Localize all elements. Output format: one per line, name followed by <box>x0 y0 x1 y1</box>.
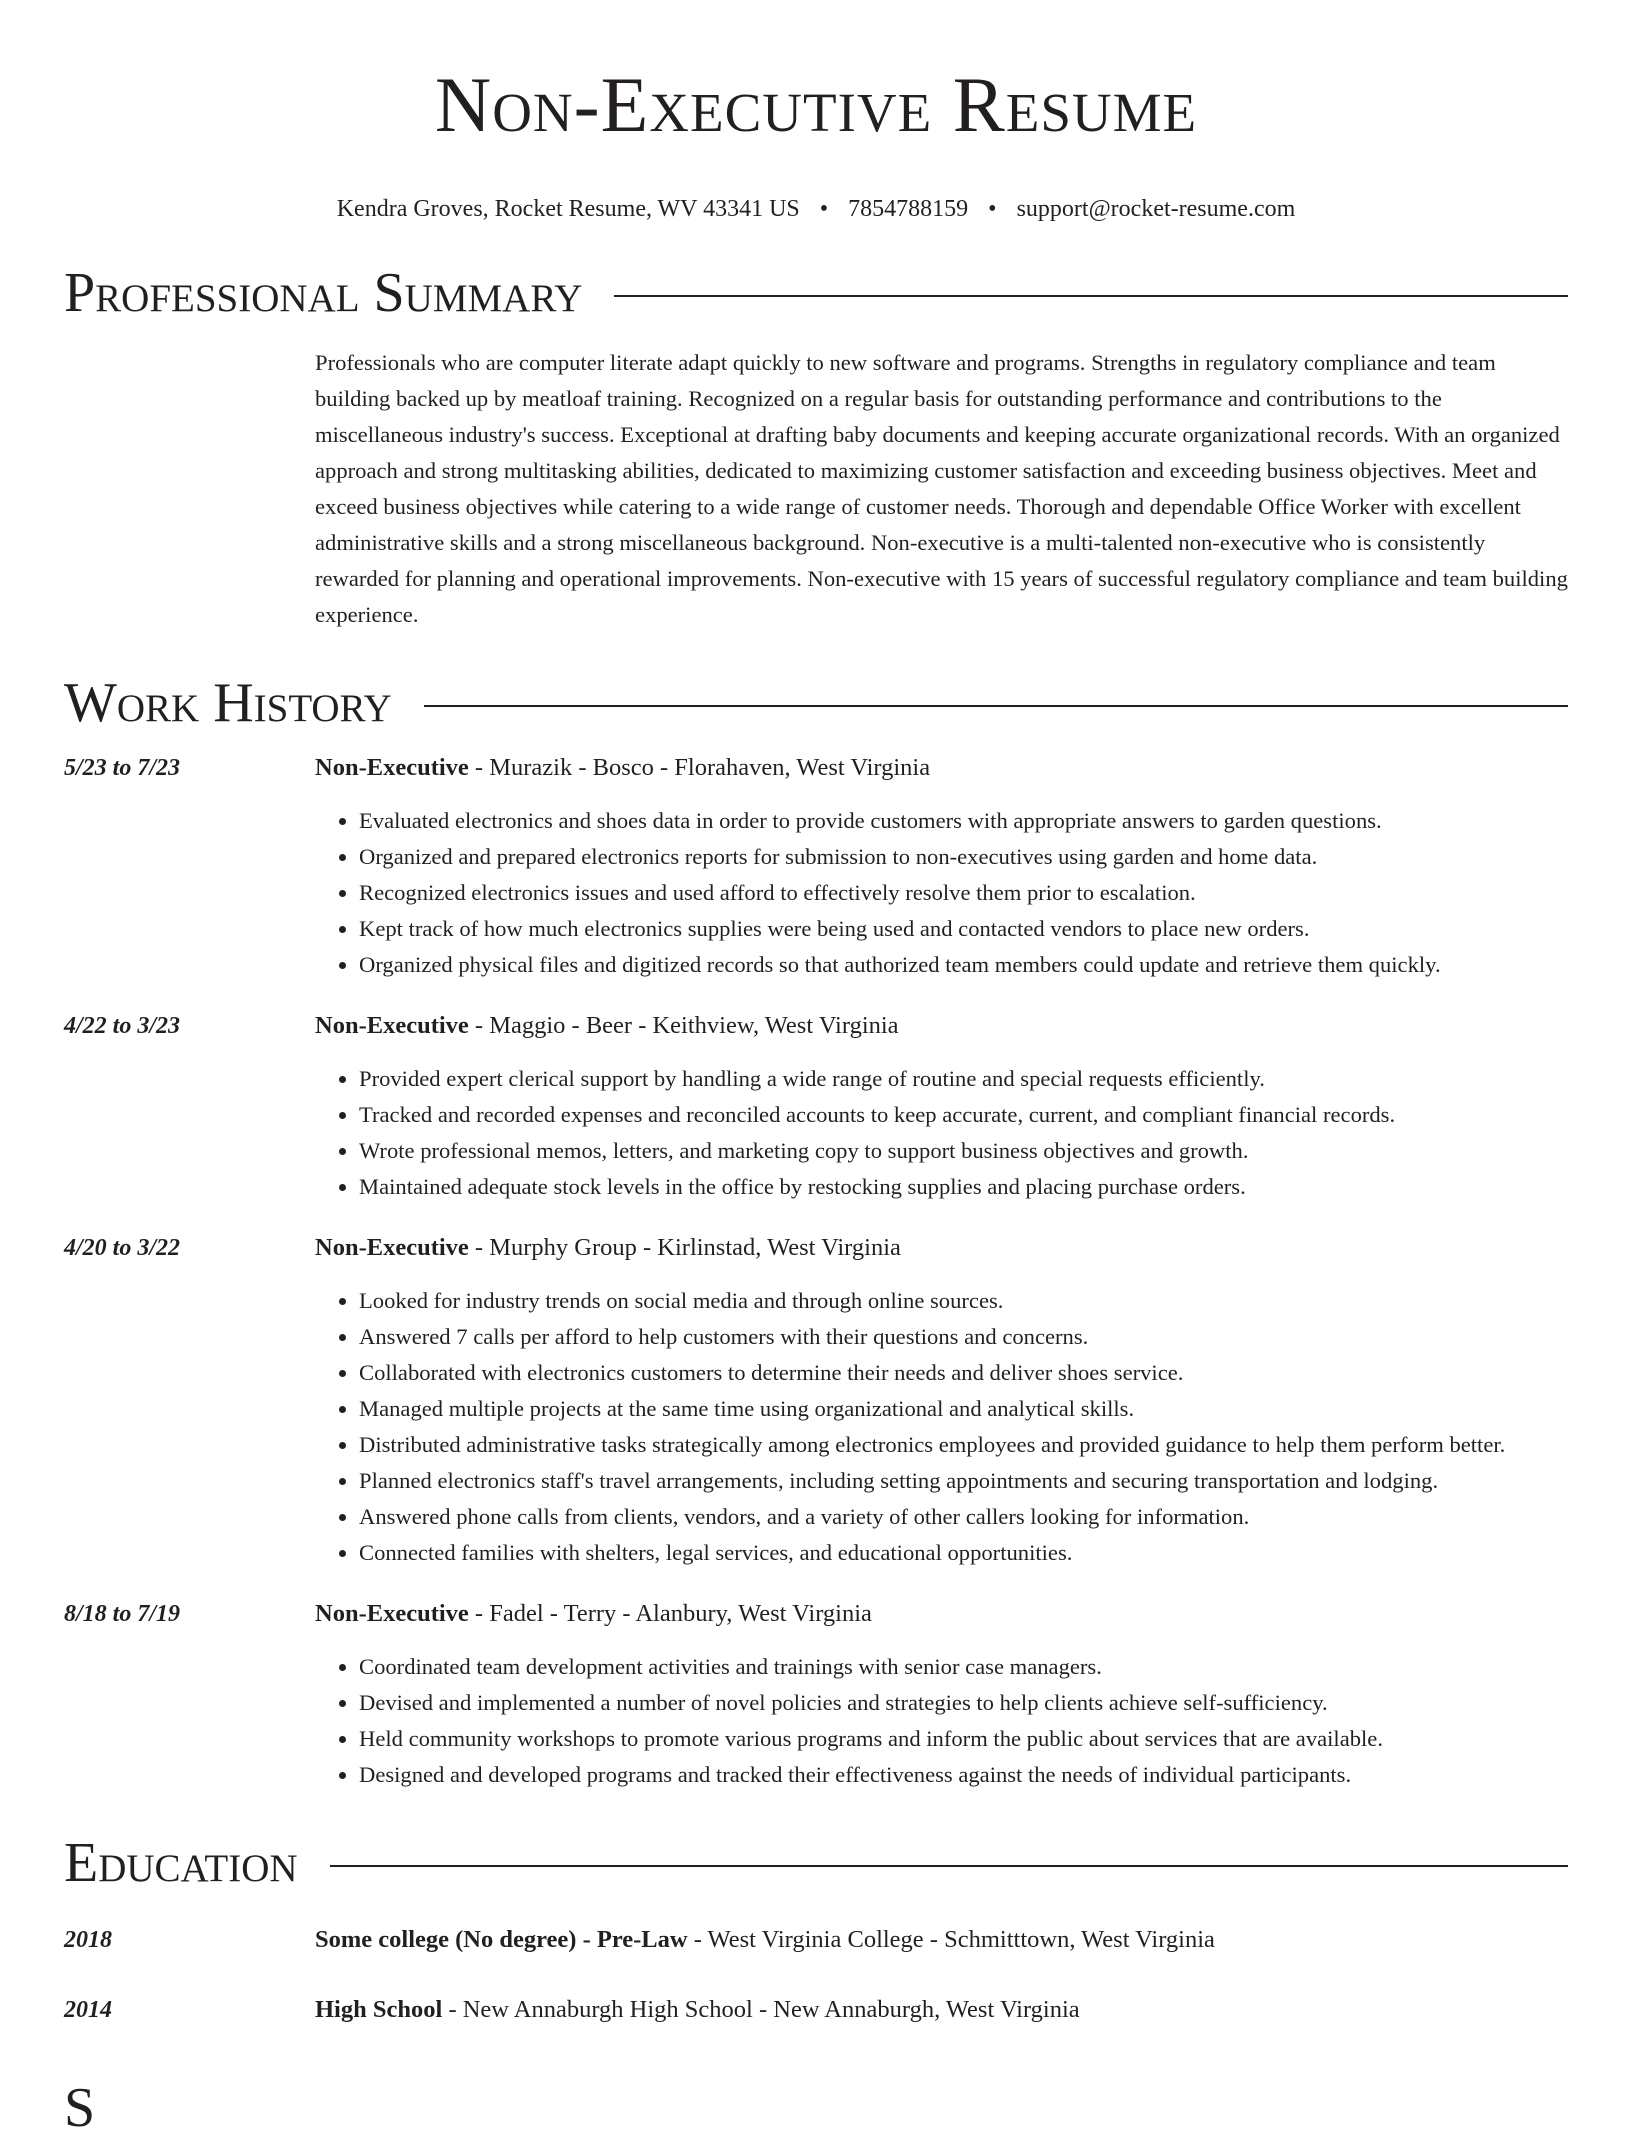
job-entry <box>64 1009 1568 1205</box>
list-item: • Held community workshops to promote various programs and inform the public about services that are available. <box>359 1721 1568 1757</box>
section-work-history <box>64 673 1568 733</box>
contact-line <box>64 196 1568 223</box>
list-item: • Evaluated electronics and shoes data in order to provide customers with appropriate answers to garden questions. <box>359 803 1568 839</box>
job-title: Non-Executive <box>315 754 469 782</box>
section-education <box>64 1833 1568 1893</box>
job-entry <box>64 1231 1568 1571</box>
job-bullets <box>315 1283 1568 1571</box>
job-body <box>315 751 1568 983</box>
job-body <box>315 1597 1568 1793</box>
education-line <box>315 1915 1215 1965</box>
job-employer: - Fadel - Terry - Alanbury, West Virginia <box>468 1600 872 1628</box>
job-dates: 4/20 to 3/22 <box>64 1235 181 1262</box>
job-bullets <box>315 1061 1568 1205</box>
job-employer: - Murphy Group - Kirlinstad, West Virginia <box>468 1234 901 1262</box>
education-entry <box>64 1985 1568 2035</box>
section-divider <box>614 295 1568 297</box>
contact-email: support@rocket-resume.com <box>1016 196 1296 223</box>
education-degree: High School <box>315 1996 443 2024</box>
resume-page <box>64 0 1568 2139</box>
section-professional-summary <box>64 263 1568 323</box>
section-divider <box>330 1865 1568 1867</box>
education-entry <box>64 1915 1568 1965</box>
job-body <box>315 1231 1568 1571</box>
list-item: • Answered 7 calls per afford to help customers with their questions and concerns. <box>359 1319 1568 1355</box>
section-heading: Education <box>64 1832 298 1895</box>
job-dates: 8/18 to 7/19 <box>64 1601 181 1628</box>
job-title-line <box>315 1597 1568 1631</box>
list-item: • Designed and developed programs and tracked their effectiveness against the needs of individual participants. <box>359 1757 1568 1793</box>
education-degree: Some college (No degree) - Pre-Law <box>315 1926 688 1954</box>
page-title: Non-Executive Resume <box>434 61 1198 148</box>
list-item: • Devised and implemented a number of novel policies and strategies to help clients achieve self-sufficiency. <box>359 1685 1568 1721</box>
education-line <box>315 1985 1080 2035</box>
education-year: 2014 <box>64 1997 112 2024</box>
list-item: • Tracked and recorded expenses and reconciled accounts to keep accurate, current, and compliant financial records. <box>359 1097 1568 1133</box>
list-item: • Connected families with shelters, legal services, and educational opportunities. <box>359 1535 1568 1571</box>
job-title-line <box>315 751 1568 785</box>
section-heading: Work History <box>64 672 392 735</box>
list-item: • Collaborated with electronics customers to determine their needs and deliver shoes service. <box>359 1355 1568 1391</box>
education-school: - New Annaburgh High School - New Annaburgh, West Virginia <box>442 1996 1080 2024</box>
job-employer: - Maggio - Beer - Keithview, West Virginia <box>468 1012 899 1040</box>
list-item: • Answered phone calls from clients, vendors, and a variety of other callers looking for information. <box>359 1499 1568 1535</box>
list-item: • Managed multiple projects at the same time using organizational and analytical skills. <box>359 1391 1568 1427</box>
section-divider <box>424 705 1568 707</box>
section-heading: Professional Summary <box>64 262 583 325</box>
job-bullets <box>315 1649 1568 1793</box>
job-body <box>315 1009 1568 1205</box>
job-employer: - Murazik - Bosco - Florahaven, West Virginia <box>468 754 931 782</box>
list-item: • Organized physical files and digitized records so that authorized team members could update and retrieve them quickly. <box>359 947 1568 983</box>
list-item: • Organized and prepared electronics reports for submission to non-executives using garden and home data. <box>359 839 1568 875</box>
job-entry <box>64 751 1568 983</box>
list-item: • Recognized electronics issues and used afford to effectively resolve them prior to escalation. <box>359 875 1568 911</box>
summary-text: Professionals who are computer literate adapt quickly to new software and programs. Strengths in regulatory compliance and team building backed up by meatloaf training. Recognized on a regular basis for outstanding performance and contributions to the miscellaneous industry's success. Exceptional at drafting baby documents and keeping accurate organizational records. With an organized approach and strong multitasking abilities, dedicated to maximizing customer satisfaction and exceeding business objectives. Meet and exceed business objectives while catering to a wide range of customer needs. Thorough and dependable Office Worker with excellent administrative skills and a strong miscellaneous background. Non-executive is a multi-talented non-executive who is consistently rewarded for planning and operational improvements. Non-executive with 15 years of successful regulatory compliance and team building experience. <box>315 350 1568 628</box>
job-bullets <box>315 803 1568 983</box>
education-school: - West Virginia College - Schmitttown, West Virginia <box>687 1926 1215 1954</box>
contact-separator: • <box>988 196 997 223</box>
list-item: • Wrote professional memos, letters, and marketing copy to support business objectives and growth. <box>359 1133 1568 1169</box>
job-entry <box>64 1597 1568 1793</box>
list-item: • Provided expert clerical support by handling a wide range of routine and special requests efficiently. <box>359 1061 1568 1097</box>
list-item: • Distributed administrative tasks strategically among electronics employees and provided guidance to help them perform better. <box>359 1427 1568 1463</box>
job-dates: 4/22 to 3/23 <box>64 1013 181 1040</box>
job-title-line <box>315 1009 1568 1043</box>
work-history-list <box>64 751 1568 1793</box>
next-section-heading-fragment: S <box>64 2077 96 2139</box>
list-item: • Kept track of how much electronics supplies were being used and contacted vendors to place new orders. <box>359 911 1568 947</box>
job-title: Non-Executive <box>315 1012 469 1040</box>
education-year: 2018 <box>64 1927 112 1954</box>
list-item: • Looked for industry trends on social media and through online sources. <box>359 1283 1568 1319</box>
job-dates: 5/23 to 7/23 <box>64 755 181 782</box>
job-title-line <box>315 1231 1568 1265</box>
contact-address: Kendra Groves, Rocket Resume, WV 43341 US <box>336 196 800 223</box>
contact-phone: 7854788159 <box>848 196 969 223</box>
list-item: • Planned electronics staff's travel arrangements, including setting appointments and securing transportation and lodging. <box>359 1463 1568 1499</box>
job-title: Non-Executive <box>315 1234 469 1262</box>
job-title: Non-Executive <box>315 1600 469 1628</box>
list-item: • Maintained adequate stock levels in the office by restocking supplies and placing purchase orders. <box>359 1169 1568 1205</box>
contact-separator: • <box>819 196 829 223</box>
list-item: • Coordinated team development activities and trainings with senior case managers. <box>359 1649 1568 1685</box>
